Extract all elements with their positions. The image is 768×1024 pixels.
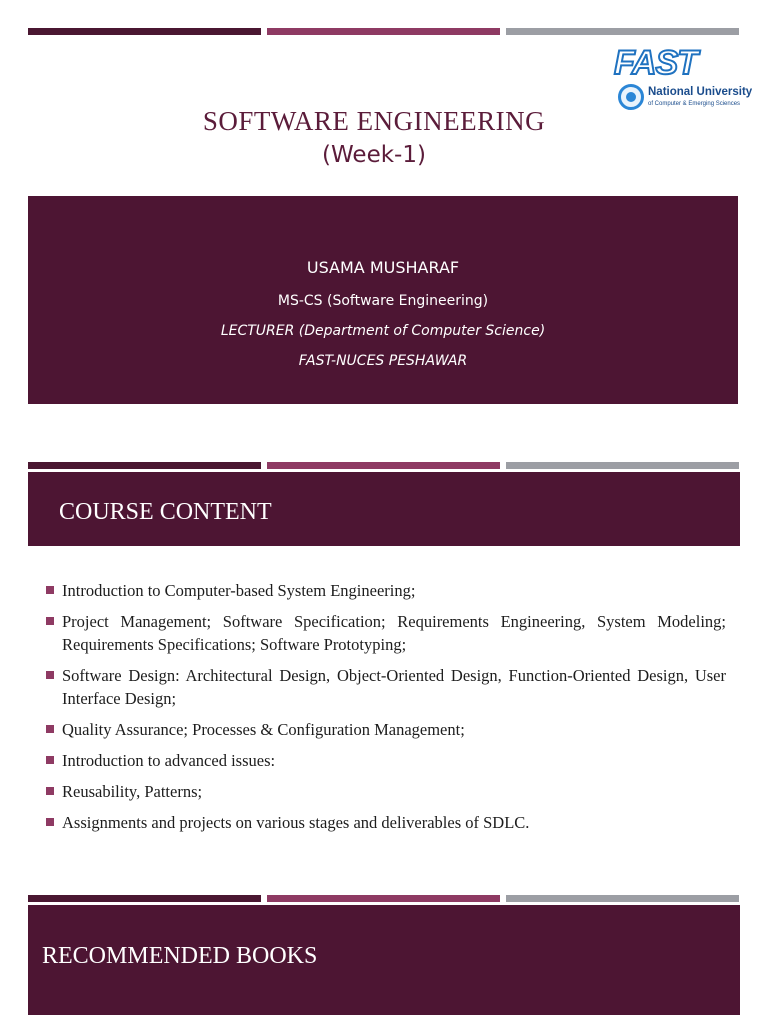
recommended-books-heading: RECOMMENDED BOOKS bbox=[42, 943, 318, 969]
list-item: Introduction to Computer-based System Engineering; bbox=[46, 579, 726, 602]
logo-university-subtitle: of Computer & Emerging Sciences bbox=[648, 101, 741, 107]
list-item: Quality Assurance; Processes & Configuration Management; bbox=[46, 718, 726, 741]
presenter-degree: MS-CS (Software Engineering) bbox=[277, 293, 489, 309]
list-item: Introduction to advanced issues: bbox=[46, 749, 726, 772]
slide1-stripe-dark bbox=[28, 28, 261, 35]
square-bullet-icon bbox=[46, 725, 54, 733]
slide2-stripe-dark bbox=[28, 462, 261, 469]
logo-university-name: National University bbox=[648, 86, 753, 98]
presenter-name: USAMA MUSHARAF bbox=[306, 258, 460, 277]
slide1-stripe-magenta bbox=[267, 28, 500, 35]
list-item: Reusability, Patterns; bbox=[46, 780, 726, 803]
list-item: Project Management; Software Specification; Requirements Engineering, System Modeling; Requirements Specifications; Software Prototyping; bbox=[46, 610, 726, 656]
slide3-stripe-magenta bbox=[267, 895, 500, 902]
slide-title: SOFTWARE ENGINEERING bbox=[202, 106, 546, 136]
list-item: Software Design: Architectural Design, Object-Oriented Design, Function-Oriented Design, User Interface Design; bbox=[46, 664, 726, 710]
square-bullet-icon bbox=[46, 671, 54, 679]
slide1-stripe-gray bbox=[506, 28, 739, 35]
slide-subtitle: (Week-1) bbox=[322, 142, 426, 168]
course-content-heading: COURSE CONTENT bbox=[59, 499, 272, 525]
list-item: Assignments and projects on various stages and deliverables of SDLC. bbox=[46, 811, 726, 834]
presenter-panel bbox=[28, 196, 738, 404]
square-bullet-icon bbox=[46, 756, 54, 764]
square-bullet-icon bbox=[46, 818, 54, 826]
course-content-list bbox=[46, 579, 726, 842]
slide3-stripe-gray bbox=[506, 895, 739, 902]
course-content-header bbox=[28, 472, 740, 546]
slide2-stripe-magenta bbox=[267, 462, 500, 469]
presenter-institution: FAST-NUCES PESHAWAR bbox=[298, 353, 468, 369]
square-bullet-icon bbox=[46, 586, 54, 594]
square-bullet-icon bbox=[46, 787, 54, 795]
square-bullet-icon bbox=[46, 617, 54, 625]
presenter-role: LECTURER (Department of Computer Science) bbox=[220, 323, 546, 339]
slide2-stripe-gray bbox=[506, 462, 739, 469]
recommended-books-header bbox=[28, 905, 740, 1015]
slide3-stripe-dark bbox=[28, 895, 261, 902]
logo-wordmark: FAST bbox=[614, 44, 697, 82]
